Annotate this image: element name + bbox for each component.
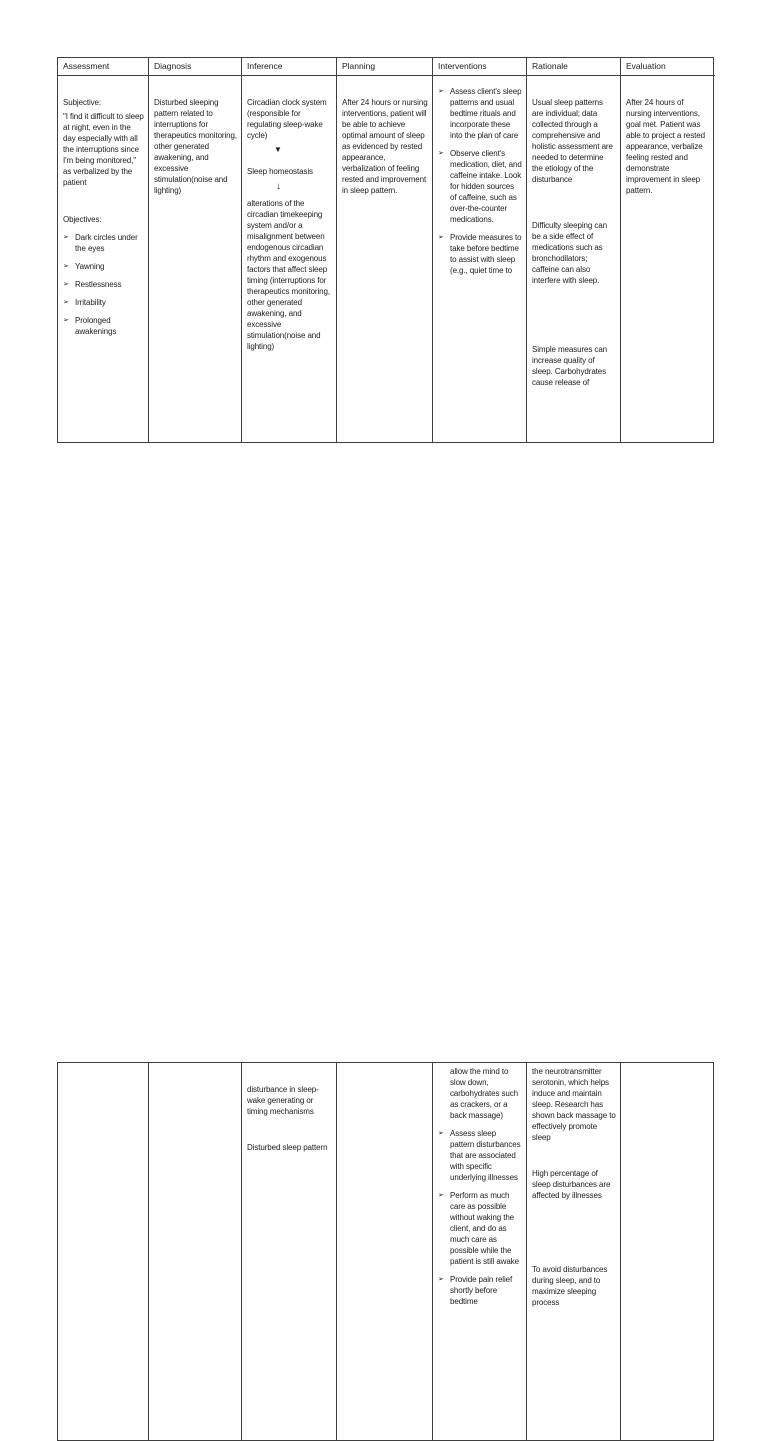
column-header-rationale: Rationale — [527, 58, 621, 76]
inference-paragraph: Circadian clock system (responsible for regulating sleep-wake cycle) — [247, 98, 327, 140]
intervention-continuation-text: allow the mind to slow down, carbohydrates such as crackers, or a back massage) — [450, 1067, 519, 1120]
document-page-1 — [0, 0, 768, 500]
care-plan-table-page1 — [57, 57, 714, 443]
objective-item — [63, 261, 144, 272]
interventions-cell — [433, 76, 527, 442]
list-arrow-icon: ➢ — [438, 1192, 444, 1199]
evaluation-cell-empty — [621, 1063, 715, 1440]
planning-text: After 24 hours or nursing interventions, patient will be able to achieve optimal amount of sleep as evidenced by rested appearance, verbalization of feeling rested and improvement in sleep pattern. — [342, 98, 428, 195]
planning-cell-empty — [337, 1063, 433, 1440]
column-header-diagnosis: Diagnosis — [149, 58, 242, 76]
inference-paragraph: alterations of the circadian timekeeping system and/or a misalignment between endogenous circadian rhythm and exogenous factors that affect sleep timing (interruptions for therapeutics monitoring, other generated awakening, and excessive stimulation(noise and lighting) — [247, 199, 330, 351]
inference-paragraph: Disturbed sleep pattern — [247, 1143, 328, 1152]
subjective-text: "I find it difficult to sleep at night, even in the day especially with all the interruptions since I'm being monitored," as verbalized by the patient — [63, 112, 144, 187]
diagnosis-text: Disturbed sleeping pattern related to interruptions for therapeutics monitoring, other generated awakening, and excessive stimulation(noise and lighting) — [154, 98, 237, 195]
objective-item — [63, 315, 144, 337]
inference-cell — [242, 1063, 337, 1440]
rationale-cell — [527, 76, 621, 442]
intervention-text: Provide pain relief shortly before bedtime — [450, 1275, 513, 1306]
list-arrow-icon: ➢ — [438, 150, 444, 157]
intervention-text: Assess client's sleep patterns and usual bedtime rituals and incorporate these into the plan of care — [450, 87, 522, 140]
rationale-paragraph: High percentage of sleep disturbances are affected by illnesses — [532, 1169, 611, 1200]
subjective-label: Subjective: — [63, 98, 102, 107]
list-arrow-icon: ➢ — [63, 234, 69, 241]
evaluation-cell — [621, 76, 715, 442]
intervention-item — [438, 86, 522, 141]
intervention-item — [438, 1128, 522, 1183]
inference-cell — [242, 76, 337, 442]
intervention-text: Perform as much care as possible without waking the client, and do as much care as possible while the patient is still awake — [450, 1191, 519, 1266]
rationale-paragraph: Usual sleep patterns are individual; data collected through a comprehensive and holistic assessment are needed to determine the etiology of the disturbance — [532, 98, 613, 184]
diagnosis-cell — [149, 76, 242, 442]
assessment-cell — [58, 76, 149, 442]
list-arrow-icon: ➢ — [63, 263, 69, 270]
care-plan-table-page2 — [57, 1062, 714, 1441]
inference-paragraph: Sleep homeostasis — [247, 167, 313, 176]
document-page-2 — [0, 500, 768, 1307]
list-arrow-icon: ➢ — [438, 88, 444, 95]
objective-text: Prolonged awakenings — [75, 316, 117, 336]
inference-paragraph: disturbance in sleep-wake generating or timing mechanisms — [247, 1085, 319, 1116]
objective-text: Irritability — [75, 298, 106, 307]
list-arrow-icon: ➢ — [438, 1130, 444, 1137]
interventions-cell — [433, 1063, 527, 1440]
column-header-evaluation: Evaluation — [621, 58, 715, 76]
rationale-paragraph: To avoid disturbances during sleep, and to maximize sleeping process — [532, 1265, 608, 1307]
objective-text: Yawning — [75, 262, 105, 271]
intervention-text: Assess sleep pattern disturbances that are associated with specific underlying illnesses — [450, 1129, 521, 1182]
intervention-text: Provide measures to take before bedtime to assist with sleep (e.g., quiet time to — [450, 233, 522, 275]
list-arrow-icon: ➢ — [63, 281, 69, 288]
rationale-paragraph: Difficulty sleeping can be a side effect of medications such as bronchodilators; caffeine can also interfere with sleep. — [532, 221, 607, 285]
down-arrow-icon: ↓ — [276, 181, 281, 192]
down-arrow-icon: ▼ — [274, 145, 282, 154]
rationale-paragraph: Simple measures can increase quality of sleep. Carbohydrates cause release of — [532, 345, 608, 387]
column-header-interventions: Interventions — [433, 58, 527, 76]
objective-item — [63, 279, 144, 290]
column-header-planning: Planning — [337, 58, 433, 76]
intervention-text: Observe client's medication, diet, and caffeine intake. Look for hidden sources of caffeine, such as over-the-counter medications. — [450, 149, 522, 224]
intervention-item — [438, 148, 522, 225]
intervention-item — [438, 1190, 522, 1267]
rationale-paragraph: the neurotransmitter serotonin, which helps induce and maintain sleep. Research has shown back massage to effectively promote sleep — [532, 1067, 616, 1142]
assessment-cell-empty — [58, 1063, 149, 1440]
column-header-assessment: Assessment — [58, 58, 149, 76]
list-arrow-icon: ➢ — [63, 317, 69, 324]
objective-text: Dark circles under the eyes — [75, 233, 138, 253]
planning-cell — [337, 76, 433, 442]
evaluation-text: After 24 hours of nursing interventions, goal met. Patient was able to project a rested appearance, verbalize feeling rested and demonstrate improvement in sleep pattern. — [626, 98, 705, 195]
objectives-label: Objectives: — [63, 215, 102, 224]
intervention-item — [438, 232, 522, 276]
intervention-item — [438, 1274, 522, 1307]
column-header-inference: Inference — [242, 58, 337, 76]
list-arrow-icon: ➢ — [63, 299, 69, 306]
objective-text: Restlessness — [75, 280, 122, 289]
objective-item — [63, 232, 144, 254]
rationale-cell — [527, 1063, 621, 1440]
diagnosis-cell-empty — [149, 1063, 242, 1440]
list-arrow-icon: ➢ — [438, 1276, 444, 1283]
objective-item — [63, 297, 144, 308]
list-arrow-icon: ➢ — [438, 234, 444, 241]
